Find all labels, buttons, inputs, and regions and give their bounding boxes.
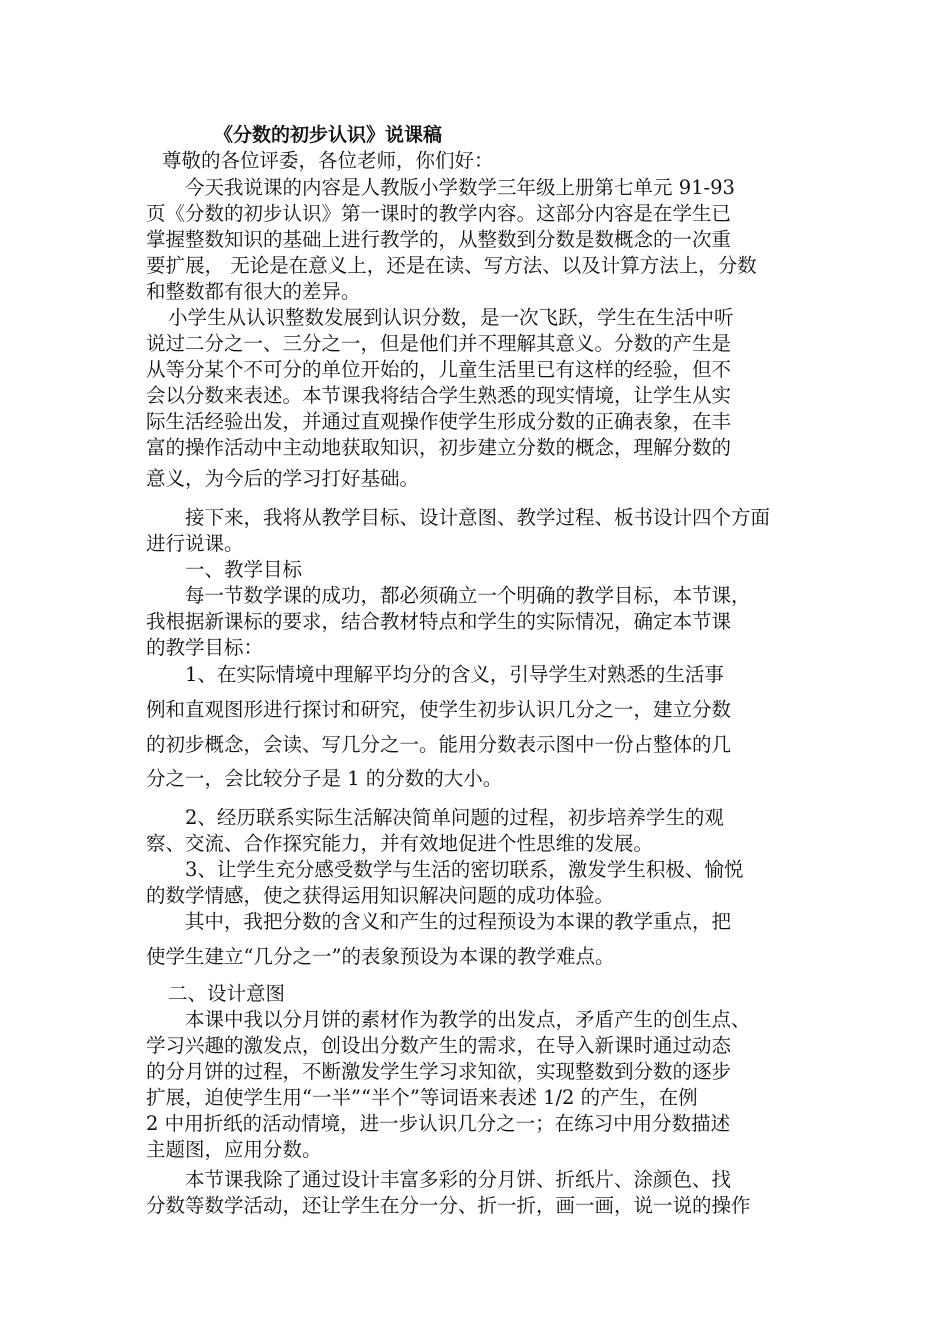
text-line: 我根据新课标的要求，结合教材特点和学生的实际情况，确定本节课 <box>146 610 732 633</box>
text-line: 分数等数学活动，还让学生在分一分、折一折，画一画，说一说的操作 <box>146 1194 751 1217</box>
text-line: 的数学情感，使之获得运用知识解决问题的成功体验。 <box>146 884 615 907</box>
text-line: 分之一，会比较分子是 1 的分数的大小。 <box>146 767 503 790</box>
text-line: 学习兴趣的激发点，创设出分数产生的需求，在导入新课时通过动态 <box>146 1034 732 1057</box>
text-line: 际生活经验出发，并通过直观操作使学生形成分数的正确表象，在丰 <box>146 410 732 433</box>
text-line: 2 中用折纸的活动情境，进一步认识几分之一；在练习中用分数描述 <box>146 1112 731 1135</box>
section-heading: 二、设计意图 <box>168 982 286 1005</box>
text-line: 1、在实际情境中理解平均分的含义，引导学生对熟悉的生活事 <box>185 663 724 686</box>
document-title: 《分数的初步认识》说课稿 <box>214 124 443 146</box>
text-line: 本课中我以分月饼的素材作为教学的出发点，矛盾产生的创生点、 <box>185 1008 751 1031</box>
text-line: 和整数都有很大的差异。 <box>146 280 361 303</box>
text-line: 接下来，我将从教学目标、设计意图、教学过程、板书设计四个方面 <box>185 506 771 529</box>
text-line: 进行说课。 <box>146 532 244 555</box>
text-line: 察、交流、合作探究能力，并有效地促进个性思维的发展。 <box>146 832 654 855</box>
text-line: 会以分数来表述。本节课我将结合学生熟悉的现实情境，让学生从实 <box>146 384 732 407</box>
text-line: 使学生建立“几分之一”的表象预设为本课的教学难点。 <box>146 945 615 968</box>
text-line: 意义，为今后的学习打好基础。 <box>146 467 420 490</box>
text-line: 其中，我把分数的含义和产生的过程预设为本课的教学重点，把 <box>185 910 732 933</box>
text-line: 要扩展， 无论是在意义上，还是在读、写方法、以及计算方法上，分数 <box>146 254 757 277</box>
text-line: 主题图，应用分数。 <box>146 1138 322 1161</box>
section-heading: 一、教学目标 <box>185 558 303 581</box>
text-line: 的初步概念，会读、写几分之一。能用分数表示图中一份占整体的几 <box>146 733 732 756</box>
text-line: 富的操作活动中主动地获取知识，初步建立分数的概念，理解分数的 <box>146 436 732 459</box>
text-line: 今天我说课的内容是人教版小学数学三年级上册第七单元 91-93 <box>185 176 735 199</box>
text-line: 页《分数的初步认识》第一课时的教学内容。这部分内容是在学生已 <box>146 202 732 225</box>
text-line: 的教学目标： <box>146 636 264 659</box>
text-line: 本节课我除了通过设计丰富多彩的分月饼、折纸片、涂颜色、找 <box>185 1168 732 1191</box>
text-line: 的分月饼的过程，不断激发学生学习求知欲，实现整数到分数的逐步 <box>146 1060 732 1083</box>
text-line: 掌握整数知识的基础上进行教学的，从整数到分数是数概念的一次重 <box>146 228 732 251</box>
text-line: 例和直观图形进行探讨和研究，使学生初步认识几分之一，建立分数 <box>146 698 732 721</box>
text-line: 说过二分之一、三分之一，但是他们并不理解其意义。分数的产生是 <box>146 332 732 355</box>
text-line: 扩展，迫使学生用“一半”“半个”等词语来表述 1/2 的产生，在例 <box>146 1086 698 1109</box>
text-line: 从等分某个不可分的单位开始的，儿童生活里已有这样的经验，但不 <box>146 358 732 381</box>
text-line: 每一节数学课的成功，都必须确立一个明确的教学目标，本节课， <box>185 584 751 607</box>
text-line: 2、经历联系实际生活解决简单问题的过程，初步培养学生的观 <box>185 806 724 829</box>
text-line: 小学生从认识整数发展到认识分数，是一次飞跃，学生在生活中听 <box>168 306 734 329</box>
text-line: 尊敬的各位评委，各位老师，你们好： <box>162 149 494 172</box>
text-line: 3、让学生充分感受数学与生活的密切联系，激发学生积极、愉悦 <box>185 858 744 881</box>
